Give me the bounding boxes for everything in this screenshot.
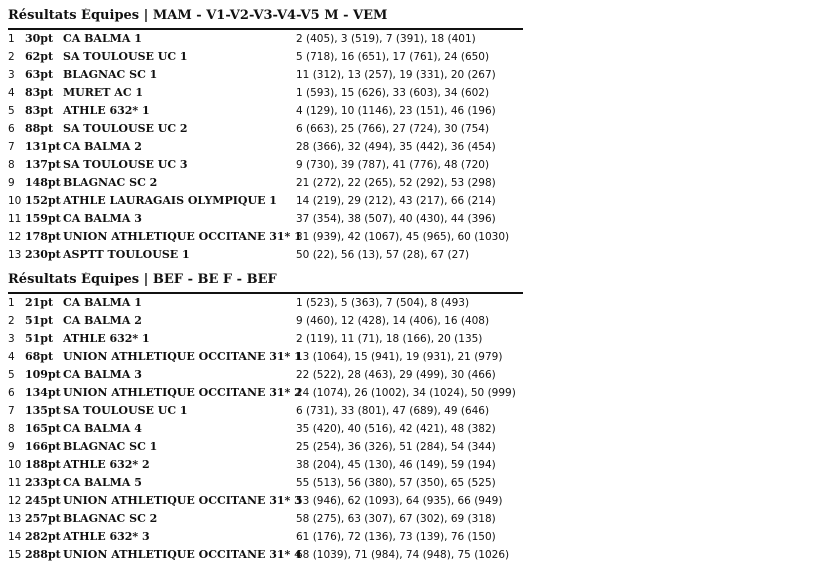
result-row — [8, 438, 523, 456]
details-cell: 2 (405), 3 (519), 7 (391), 18 (401) — [296, 33, 476, 45]
rank-cell: 8 — [8, 423, 15, 435]
result-row — [8, 138, 523, 156]
team-cell: BLAGNAC SC 2 — [63, 176, 158, 189]
rank-cell: 1 — [8, 297, 15, 309]
team-cell: CA BALMA 2 — [63, 314, 142, 327]
team-cell: UNION ATHLETIQUE OCCITANE 31* 2 — [63, 386, 302, 399]
result-row — [8, 402, 523, 420]
rank-cell: 6 — [8, 387, 15, 399]
details-cell: 58 (275), 63 (307), 67 (302), 69 (318) — [296, 513, 496, 525]
points-cell: 134pt — [25, 386, 61, 399]
details-cell: 9 (730), 39 (787), 41 (776), 48 (720) — [296, 159, 490, 171]
result-row — [8, 294, 523, 312]
team-cell: UNION ATHLETIQUE OCCITANE 31* 3 — [63, 494, 302, 507]
result-row — [8, 384, 523, 402]
points-cell: 62pt — [25, 50, 54, 63]
team-cell: BLAGNAC SC 1 — [63, 68, 158, 81]
details-cell: 55 (513), 56 (380), 57 (350), 65 (525) — [296, 477, 496, 489]
points-cell: 30pt — [25, 32, 54, 45]
result-row — [8, 246, 523, 264]
result-row — [8, 510, 523, 528]
result-row — [8, 48, 523, 66]
result-row — [8, 330, 523, 348]
result-row — [8, 348, 523, 366]
team-cell: ATHLE 632* 1 — [63, 332, 150, 345]
result-row — [8, 312, 523, 330]
points-cell: 88pt — [25, 122, 54, 135]
points-cell: 137pt — [25, 158, 61, 171]
team-cell: CA BALMA 1 — [63, 296, 142, 309]
rank-cell: 9 — [8, 177, 15, 189]
rank-cell: 4 — [8, 87, 15, 99]
details-cell: 22 (522), 28 (463), 29 (499), 30 (466) — [296, 369, 496, 381]
details-cell: 2 (119), 11 (71), 18 (166), 20 (135) — [296, 333, 483, 345]
team-cell: UNION ATHLETIQUE OCCITANE 31* 1 — [63, 230, 302, 243]
points-cell: 68pt — [25, 350, 54, 363]
rank-cell: 6 — [8, 123, 15, 135]
result-row — [8, 84, 523, 102]
details-cell: 21 (272), 22 (265), 52 (292), 53 (298) — [296, 177, 496, 189]
result-row — [8, 192, 523, 210]
points-cell: 63pt — [25, 68, 54, 81]
results-list — [8, 30, 523, 264]
details-cell: 53 (946), 62 (1093), 64 (935), 66 (949) — [296, 495, 503, 507]
details-cell: 1 (523), 5 (363), 7 (504), 8 (493) — [296, 297, 470, 309]
rank-cell: 8 — [8, 159, 15, 171]
details-cell: 1 (593), 15 (626), 33 (603), 34 (602) — [296, 87, 490, 99]
details-cell: 31 (939), 42 (1067), 45 (965), 60 (1030) — [296, 231, 510, 243]
details-cell: 68 (1039), 71 (984), 74 (948), 75 (1026) — [296, 549, 510, 561]
rank-cell: 4 — [8, 351, 15, 363]
rank-cell: 11 — [8, 477, 22, 489]
points-cell: 152pt — [25, 194, 61, 207]
points-cell: 288pt — [25, 548, 61, 561]
team-cell: SA TOULOUSE UC 1 — [63, 404, 188, 417]
details-cell: 28 (366), 32 (494), 35 (442), 36 (454) — [296, 141, 496, 153]
team-cell: SA TOULOUSE UC 1 — [63, 50, 188, 63]
rank-cell: 13 — [8, 249, 22, 261]
result-row — [8, 420, 523, 438]
result-row — [8, 474, 523, 492]
rank-cell: 1 — [8, 33, 15, 45]
points-cell: 51pt — [25, 332, 54, 345]
team-cell: ATHLE 632* 1 — [63, 104, 150, 117]
rank-cell: 11 — [8, 213, 22, 225]
details-cell: 9 (460), 12 (428), 14 (406), 16 (408) — [296, 315, 490, 327]
rank-cell: 12 — [8, 231, 22, 243]
result-row — [8, 456, 523, 474]
team-cell: CA BALMA 5 — [63, 476, 142, 489]
team-cell: ATHLE 632* 2 — [63, 458, 150, 471]
details-cell: 6 (731), 33 (801), 47 (689), 49 (646) — [296, 405, 490, 417]
details-cell: 11 (312), 13 (257), 19 (331), 20 (267) — [296, 69, 496, 81]
results-section-bef — [8, 272, 523, 564]
details-cell: 35 (420), 40 (516), 42 (421), 48 (382) — [296, 423, 496, 435]
team-cell: SA TOULOUSE UC 3 — [63, 158, 188, 171]
details-cell: 4 (129), 10 (1146), 23 (151), 46 (196) — [296, 105, 496, 117]
team-cell: CA BALMA 3 — [63, 212, 142, 225]
result-row — [8, 120, 523, 138]
rank-cell: 10 — [8, 195, 22, 207]
rank-cell: 10 — [8, 459, 22, 471]
result-row — [8, 66, 523, 84]
details-cell: 5 (718), 16 (651), 17 (761), 24 (650) — [296, 51, 490, 63]
rank-cell: 5 — [8, 105, 15, 117]
rank-cell: 13 — [8, 513, 22, 525]
result-row — [8, 492, 523, 510]
result-row — [8, 174, 523, 192]
points-cell: 83pt — [25, 104, 54, 117]
points-cell: 131pt — [25, 140, 61, 153]
result-row — [8, 30, 523, 48]
team-cell: SA TOULOUSE UC 2 — [63, 122, 188, 135]
points-cell: 178pt — [25, 230, 61, 243]
results-list — [8, 294, 523, 564]
points-cell: 166pt — [25, 440, 61, 453]
points-cell: 233pt — [25, 476, 61, 489]
rank-cell: 3 — [8, 333, 15, 345]
team-cell: ASPTT TOULOUSE 1 — [63, 248, 190, 261]
points-cell: 159pt — [25, 212, 61, 225]
points-cell: 135pt — [25, 404, 61, 417]
team-cell: CA BALMA 3 — [63, 368, 142, 381]
rank-cell: 3 — [8, 69, 15, 81]
team-cell: UNION ATHLETIQUE OCCITANE 31* 1 — [63, 350, 302, 363]
team-cell: ATHLE 632* 3 — [63, 530, 150, 543]
details-cell: 14 (219), 29 (212), 43 (217), 66 (214) — [296, 195, 496, 207]
rank-cell: 12 — [8, 495, 22, 507]
points-cell: 257pt — [25, 512, 61, 525]
team-cell: MURET AC 1 — [63, 86, 144, 99]
rank-cell: 7 — [8, 141, 15, 153]
points-cell: 109pt — [25, 368, 61, 381]
points-cell: 165pt — [25, 422, 61, 435]
points-cell: 188pt — [25, 458, 61, 471]
result-row — [8, 546, 523, 564]
points-cell: 21pt — [25, 296, 54, 309]
details-cell: 6 (663), 25 (766), 27 (724), 30 (754) — [296, 123, 490, 135]
team-cell: ATHLE LAURAGAIS OLYMPIQUE 1 — [63, 194, 277, 207]
result-row — [8, 210, 523, 228]
details-cell: 38 (204), 45 (130), 46 (149), 59 (194) — [296, 459, 496, 471]
details-cell: 50 (22), 56 (13), 57 (28), 67 (27) — [296, 249, 470, 261]
result-row — [8, 156, 523, 174]
result-row — [8, 102, 523, 120]
team-cell: BLAGNAC SC 1 — [63, 440, 158, 453]
details-cell: 25 (254), 36 (326), 51 (284), 54 (344) — [296, 441, 496, 453]
rank-cell: 5 — [8, 369, 15, 381]
team-cell: UNION ATHLETIQUE OCCITANE 31* 4 — [63, 548, 302, 561]
points-cell: 282pt — [25, 530, 61, 543]
rank-cell: 14 — [8, 531, 22, 543]
details-cell: 24 (1074), 26 (1002), 34 (1024), 50 (999) — [296, 387, 516, 399]
details-cell: 13 (1064), 15 (941), 19 (931), 21 (979) — [296, 351, 503, 363]
points-cell: 83pt — [25, 86, 54, 99]
result-row — [8, 228, 523, 246]
points-cell: 148pt — [25, 176, 61, 189]
rank-cell: 15 — [8, 549, 22, 561]
team-cell: BLAGNAC SC 2 — [63, 512, 158, 525]
section-title: Résultats Équipes | BEF - BE F - BEF — [8, 272, 523, 294]
result-row — [8, 528, 523, 546]
rank-cell: 2 — [8, 51, 15, 63]
details-cell: 37 (354), 38 (507), 40 (430), 44 (396) — [296, 213, 496, 225]
points-cell: 230pt — [25, 248, 61, 261]
section-title: Résultats Équipes | MAM - V1-V2-V3-V4-V5 M - VEM — [8, 8, 523, 30]
team-cell: CA BALMA 4 — [63, 422, 142, 435]
team-cell: CA BALMA 1 — [63, 32, 142, 45]
points-cell: 245pt — [25, 494, 61, 507]
rank-cell: 9 — [8, 441, 15, 453]
rank-cell: 2 — [8, 315, 15, 327]
results-section-mam — [8, 8, 523, 264]
team-cell: CA BALMA 2 — [63, 140, 142, 153]
details-cell: 61 (176), 72 (136), 73 (139), 76 (150) — [296, 531, 496, 543]
rank-cell: 7 — [8, 405, 15, 417]
result-row — [8, 366, 523, 384]
points-cell: 51pt — [25, 314, 54, 327]
